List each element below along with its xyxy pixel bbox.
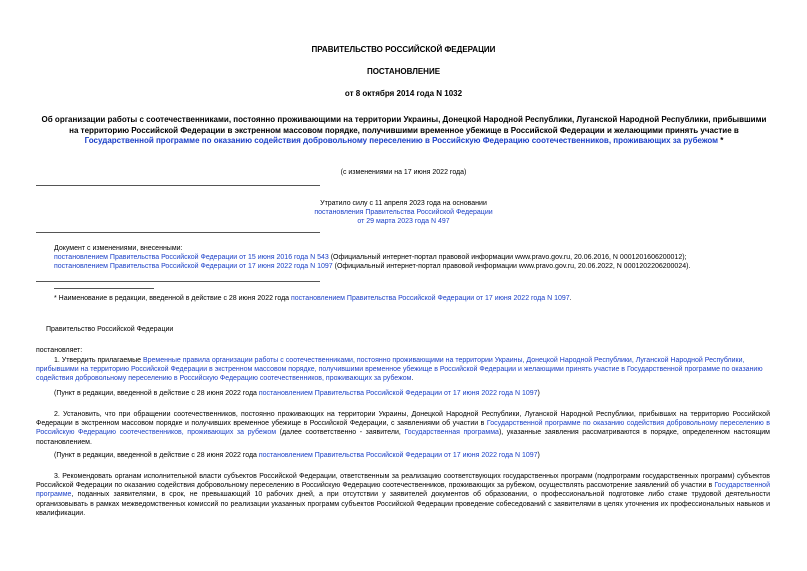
footnote-divider: [54, 288, 154, 289]
paragraph-2-text: 2. Установить, что при обращении соотечественников, постоянно проживающих на территории Украины, Донецкой Народной Республики, Луганской Народной Республики, прибывших на территорию Российской Федерации в экстренном массовом порядке и получивших временное убежище в Российской Федерации, с заявлениями об участии в: [36, 411, 770, 428]
document-title: [36, 115, 772, 147]
repeal-line: Утратило силу с 11 апреля 2023 года на основании: [320, 200, 487, 207]
repeal-decree-link[interactable]: постановления Правительства Российской Федерации: [314, 209, 493, 217]
temporary-rules-link[interactable]: Временные правила организации работы с соотечественниками, постоянно проживающими на территории Украины, Донецкой Народной Республики, Луганской Народной Республики, прибывшими на территорию Российской Федерации в экстренном массовом порядке, получившими временное убежище в Российской Федерации и желающими принять участие в Государственной программе по оказанию содействия добровольному переселению в Российскую Федерацию соотечественников, проживающих за рубежом: [36, 357, 763, 383]
document-type: ПОСТАНОВЛЕНИЕ: [366, 67, 441, 76]
divider: [36, 232, 320, 233]
paragraph-1: [36, 356, 770, 384]
title-program-link[interactable]: Государственной программе по оказанию содействия добровольному переселению в Российскую Федерацию соотечественников, проживающих за рубежом: [84, 136, 719, 146]
amendment-link-2022[interactable]: постановлением Правительства Российской Федерации от 17 июня 2022 года N 1097: [54, 263, 333, 271]
paragraph-3: [36, 472, 770, 518]
paragraph-1-text: 1. Утвердить прилагаемые: [54, 357, 143, 364]
paragraph-2-text-b: (далее соответственно - заявители,: [276, 429, 405, 437]
paragraph-2-note-link[interactable]: постановлением Правительства Российской Федерации от 17 июня 2022 года N 1097: [258, 452, 538, 459]
amendment-source-2022: (Официальный интернет-портал правовой информации www.pravo.gov.ru, 20.06.2022, N 0001202206200024).: [332, 263, 691, 271]
amendment-link-2016[interactable]: постановлением Правительства Российской Федерации от 15 июня 2016 года N 543: [54, 254, 329, 262]
paragraph-2-note-end: ): [537, 452, 540, 459]
footnote: [54, 294, 774, 303]
paragraph-3-program-link[interactable]: Государственной программе: [36, 482, 770, 499]
paragraph-1-note-end: ): [537, 390, 540, 397]
footnote-text: * Наименование в редакции, введенной в действие с 28 июня 2022 года: [54, 295, 291, 302]
paragraph-2-state-program-link[interactable]: Государственная программа: [404, 429, 499, 437]
footnote-end: .: [569, 295, 572, 302]
paragraph-2-text-c: ), указанные заявления рассматриваются в порядке, определенном настоящим постановлением.: [36, 429, 770, 446]
paragraph-2-note: [54, 451, 770, 460]
footnote-link[interactable]: постановлением Правительства Российской Федерации от 17 июня 2022 года N 1097: [291, 295, 570, 302]
amendments-block: [54, 244, 774, 272]
resolves: постановляет:: [36, 347, 83, 354]
title-text: Об организации работы с соотечественниками, постоянно проживающими на территории Украины, Донецкой Народной Республики, Луганской Народной Республики, прибывшими на территорию Российской Федерации в экстренном массовом порядке, получившими временное убежище в Российской Федерации и желающими принять участие в: [41, 115, 767, 135]
title-asterisk: *: [718, 136, 724, 146]
paragraph-1-note-link[interactable]: постановлением Правительства Российской Федерации от 17 июня 2022 года N 1097: [258, 390, 538, 397]
amendment-source-2016: (Официальный интернет-портал правовой информации www.pravo.gov.ru, 20.06.2016, N 0001201606200012);: [328, 254, 687, 262]
paragraph-2-note-text: (Пункт в редакции, введенной в действие с 28 июня 2022 года: [54, 452, 259, 459]
divider: [36, 185, 320, 186]
amendments-intro: Документ с изменениями, внесенными:: [54, 245, 183, 252]
paragraph-3-text: 3. Рекомендовать органам исполнительной власти субъектов Российской Федерации, ответственным за реализацию соответствующих государственных программ (подпрограмм государственных программ) субъектов Российской Федерации по оказанию содействия добровольному переселению в Российскую Федерацию соотечественников, проживающих за рубежом, осуществлять рассмотрение заявлений об участии в: [36, 473, 770, 490]
paragraph-2-program-link[interactable]: Государственной программе по оказанию содействия добровольному переселению в Российскую Федерацию соотечественников, проживающих за рубежом: [36, 420, 770, 437]
paragraph-1-end: .: [411, 375, 414, 383]
issuer: Правительство Российской Федерации: [46, 326, 174, 333]
document-date-number: от 8 октября 2014 года N 1032: [344, 89, 463, 98]
divider: [36, 281, 320, 282]
repeal-notice: [0, 199, 807, 227]
edition-note: (с изменениями на 17 июня 2022 года): [340, 169, 467, 176]
repeal-decree-date-link[interactable]: от 29 марта 2023 года N 497: [357, 218, 450, 226]
paragraph-1-note: [54, 389, 770, 398]
paragraph-2: [36, 410, 770, 447]
paragraph-1-note-text: (Пункт в редакции, введенной в действие с 28 июня 2022 года: [54, 390, 259, 397]
paragraph-3-text-b: , поданных заявителями, в срок, не превышающий 10 рабочих дней, а при отсутствии у заявителей документов об образовании, о профессиональной подготовке либо стаже трудовой деятельности организовывать в рамках межведомственных комиссий по реализации указанных программ субъектов Российской Федерации проведение собеседований с заявителями в целях уточнения их профессиональных навыков и квалификации.: [36, 491, 770, 517]
government-heading: ПРАВИТЕЛЬСТВО РОССИЙСКОЙ ФЕДЕРАЦИИ: [311, 45, 496, 54]
